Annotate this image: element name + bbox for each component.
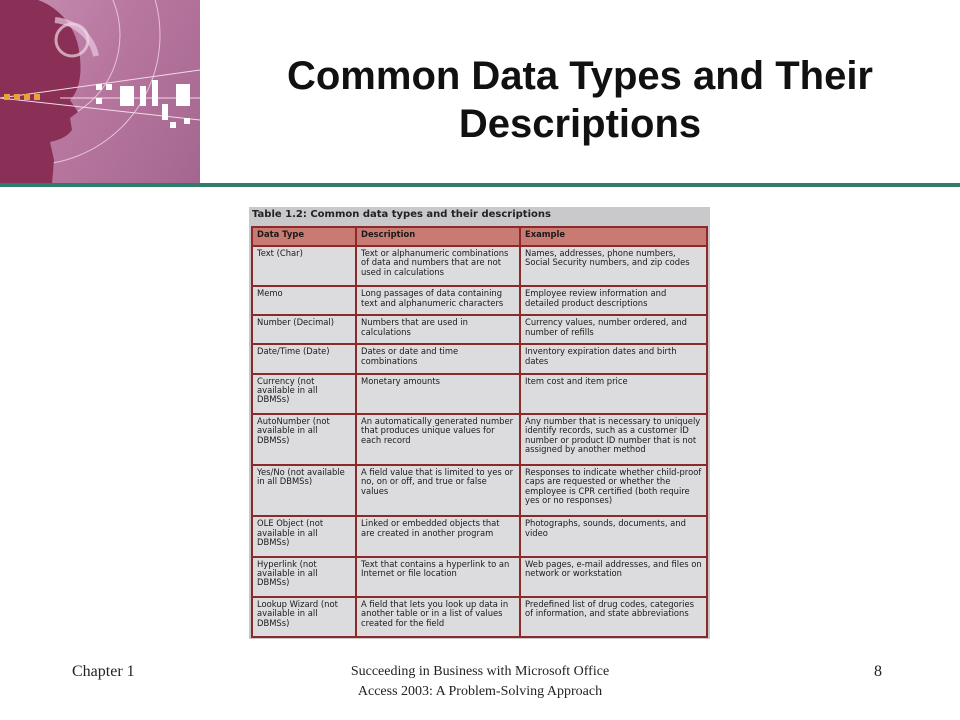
description-cell: Monetary amounts [356,374,520,414]
slide-title: Common Data Types and Their Descriptions [286,54,873,146]
table-row [252,344,707,373]
footer-course-line-1: Succeeding in Business with Microsoft Office [350,664,610,679]
table-row [252,286,707,315]
example-cell: Inventory expiration dates and birth dates [520,344,707,373]
footer-course-title [290,662,670,702]
column-header-description: Description [356,227,520,246]
table-caption: Table 1.2: Common data types and their descriptions [252,209,551,220]
description-cell: Numbers that are used in calculations [356,315,520,344]
column-header-example: Example [520,227,707,246]
data-type-cell: AutoNumber (not available in all DBMSs) [252,414,356,465]
description-cell: Text that contains a hyperlink to an Internet or file location [356,557,520,597]
description-cell: Text or alphanumeric combinations of data and numbers that are not used in calculations [356,246,520,286]
table-row [252,516,707,556]
data-type-cell: Memo [252,286,356,315]
description-cell: Dates or date and time combinations [356,344,520,373]
example-cell: Names, addresses, phone numbers, Social Security numbers, and zip codes [520,246,707,286]
table-row [252,414,707,465]
data-type-cell: Yes/No (not available in all DBMSs) [252,465,356,516]
example-cell: Predefined list of drug codes, categories of information, and state abbreviations [520,597,707,637]
data-type-cell: OLE Object (not available in all DBMSs) [252,516,356,556]
data-type-cell: Date/Time (Date) [252,344,356,373]
example-cell: Currency values, number ordered, and number of refills [520,315,707,344]
example-cell: Web pages, e-mail addresses, and files on network or workstation [520,557,707,597]
description-cell: A field that lets you look up data in another table or in a list of values created for the field [356,597,520,637]
table-header-row [252,227,707,246]
footer-chapter: Chapter 1 [72,663,135,680]
table-row [252,246,707,286]
data-type-cell: Text (Char) [252,246,356,286]
data-type-cell: Lookup Wizard (not available in all DBMSs) [252,597,356,637]
data-type-cell: Number (Decimal) [252,315,356,344]
example-cell: Any number that is necessary to uniquely identify records, such as a customer ID number or product ID number that is not assigned by another method [520,414,707,465]
example-cell: Responses to indicate whether child-proof caps are requested or whether the employee is CPR certified (both require yes or no responses) [520,465,707,516]
data-type-cell: Currency (not available in all DBMSs) [252,374,356,414]
example-cell: Item cost and item price [520,374,707,414]
description-cell: Linked or embedded objects that are created in another program [356,516,520,556]
example-cell: Employee review information and detailed product descriptions [520,286,707,315]
table-row [252,374,707,414]
data-types-table-image [249,207,710,639]
header-divider [0,183,960,187]
column-header-data-type: Data Type [252,227,356,246]
footer-course-line-2: Access 2003: A Problem-Solving Approach [357,684,603,699]
description-cell: An automatically generated number that produces unique values for each record [356,414,520,465]
table-row [252,597,707,637]
table-row [252,465,707,516]
corner-art-head-silhouette [0,0,200,184]
example-cell: Photographs, sounds, documents, and video [520,516,707,556]
description-cell: Long passages of data containing text and alphanumeric characters [356,286,520,315]
data-types-table [251,226,708,638]
table-row [252,557,707,597]
footer-page-number: 8 [874,663,882,680]
description-cell: A field value that is limited to yes or no, on or off, and true or false values [356,465,520,516]
table-row [252,315,707,344]
data-type-cell: Hyperlink (not available in all DBMSs) [252,557,356,597]
